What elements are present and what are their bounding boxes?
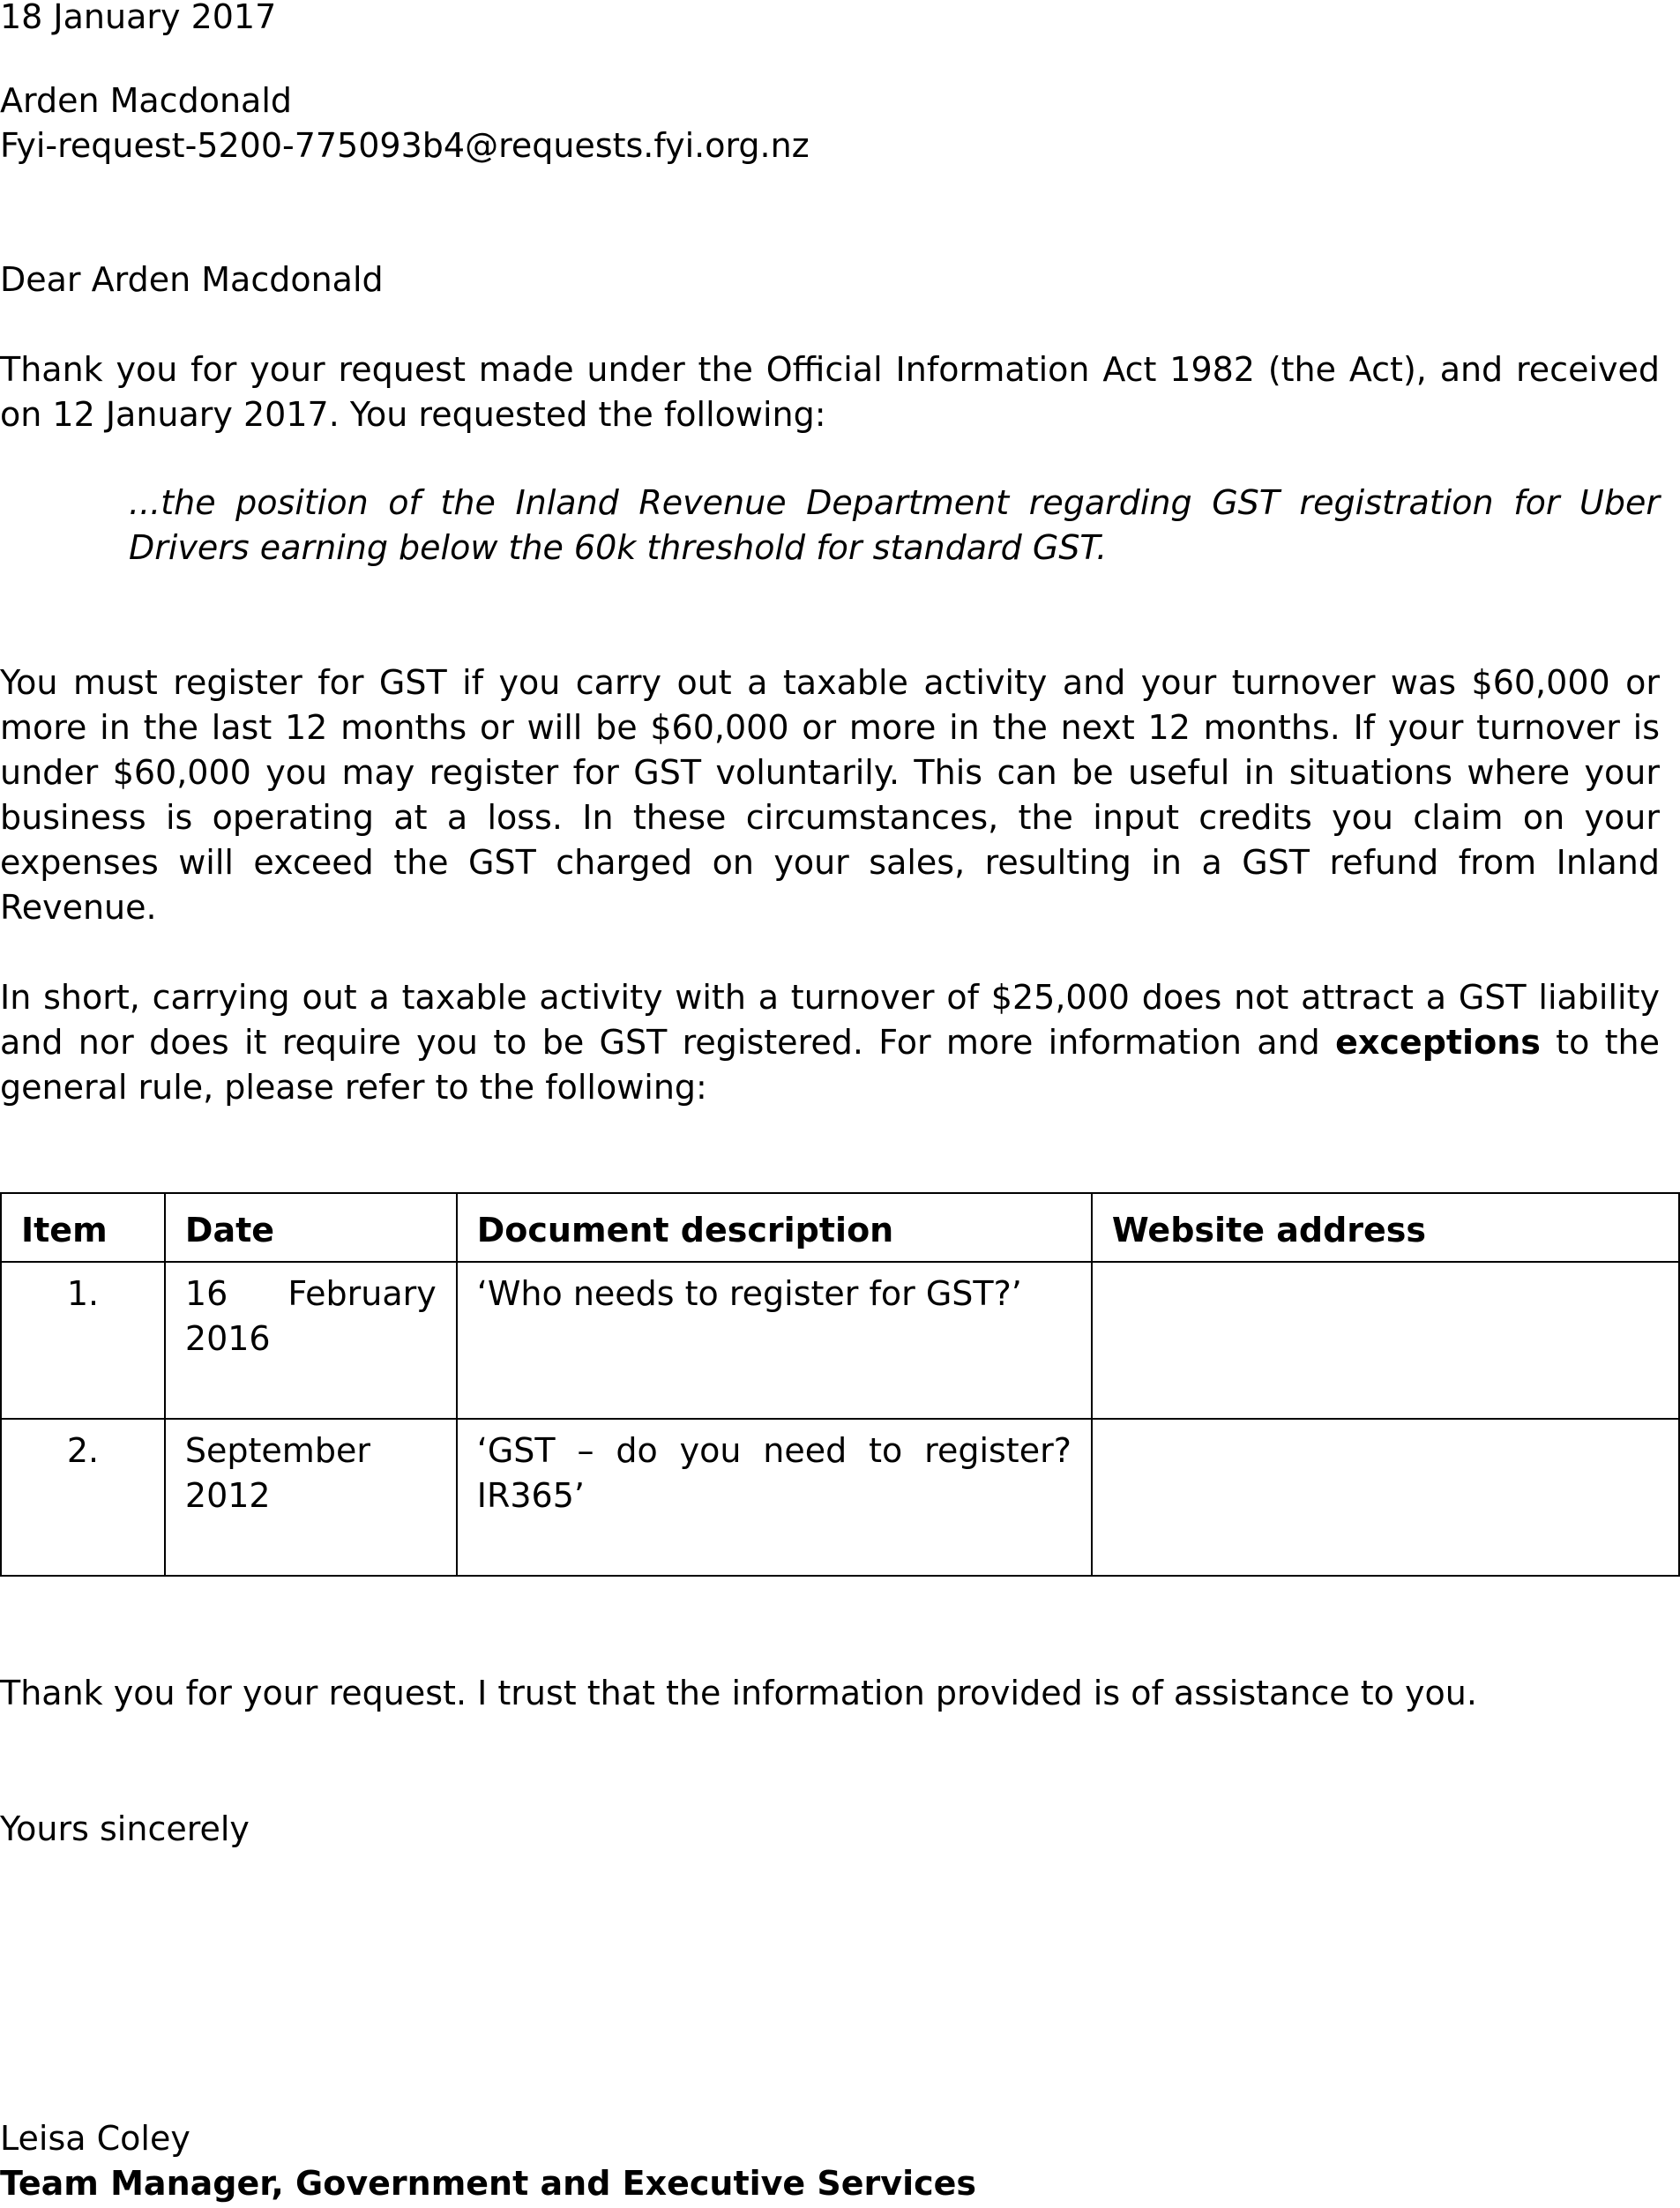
signatory-name: Leisa Coley [0,2119,190,2158]
recipient-email: Fyi-request-5200-775093b4@requests.fyi.org.nz [0,126,810,165]
row-description: ‘Who needs to register for GST?’ [457,1262,1092,1419]
gst-registration-paragraph: You must register for GST if you carry out a taxable activity and your turnover was $60,000 or more in the last 12 months or will be $60,000 or more in the next 12 months. If your turnover is under $60,000 you may register for GST voluntarily. This can be useful in situations where your business is operating at a loss. In these circumstances, the input credits you claim on your expenses will exceed the GST charged on your sales, resulting in a GST refund from Inland Revenue. [0,663,1660,927]
salutation: Dear Arden Macdonald [0,260,384,299]
table-row [1,1262,1679,1419]
sign-off: Yours sincerely [0,1809,250,1848]
table-row [1,1419,1679,1576]
row-description: ‘GST – do you need to register? IR365’ [457,1419,1092,1576]
table-header-row [1,1193,1679,1262]
documents-table [0,1192,1680,1577]
intro-paragraph: Thank you for your request made under the Official Information Act 1982 (the Act), and received on 12 January 2017. You requested the following: [0,350,1660,434]
summary-text-end: to the general rule, please refer to the following: [0,1023,1660,1107]
recipient-name: Arden Macdonald [0,81,292,120]
row-website[interactable] [1092,1419,1679,1576]
summary-text-start: In short, carrying out a taxable activity with a turnover of $25,000 does not attract a GST liability and nor does it require you to be GST registered. For more information and [0,978,1660,1062]
header-description: Document description [457,1193,1092,1262]
request-quote: ...the position of the Inland Revenue Department regarding GST registration for Uber Drivers earning below the 60k threshold for standard GST. [129,483,1660,567]
row-item: 1. [1,1262,165,1419]
header-item: Item [1,1193,165,1262]
row-date: 16 February 2016 [165,1262,457,1419]
summary-paragraph [0,975,1660,1110]
header-website: Website address [1092,1193,1679,1262]
letter-date: 18 January 2017 [0,0,277,36]
row-item: 2. [1,1419,165,1576]
signatory-title: Team Manager, Government and Executive Services [0,2164,977,2203]
row-date: September 2012 [165,1419,457,1576]
summary-text-bold: exceptions [1335,1023,1541,1062]
header-date: Date [165,1193,457,1262]
closing-paragraph: Thank you for your request. I trust that the information provided is of assistance to you. [0,1674,1477,1712]
row-website[interactable] [1092,1262,1679,1419]
